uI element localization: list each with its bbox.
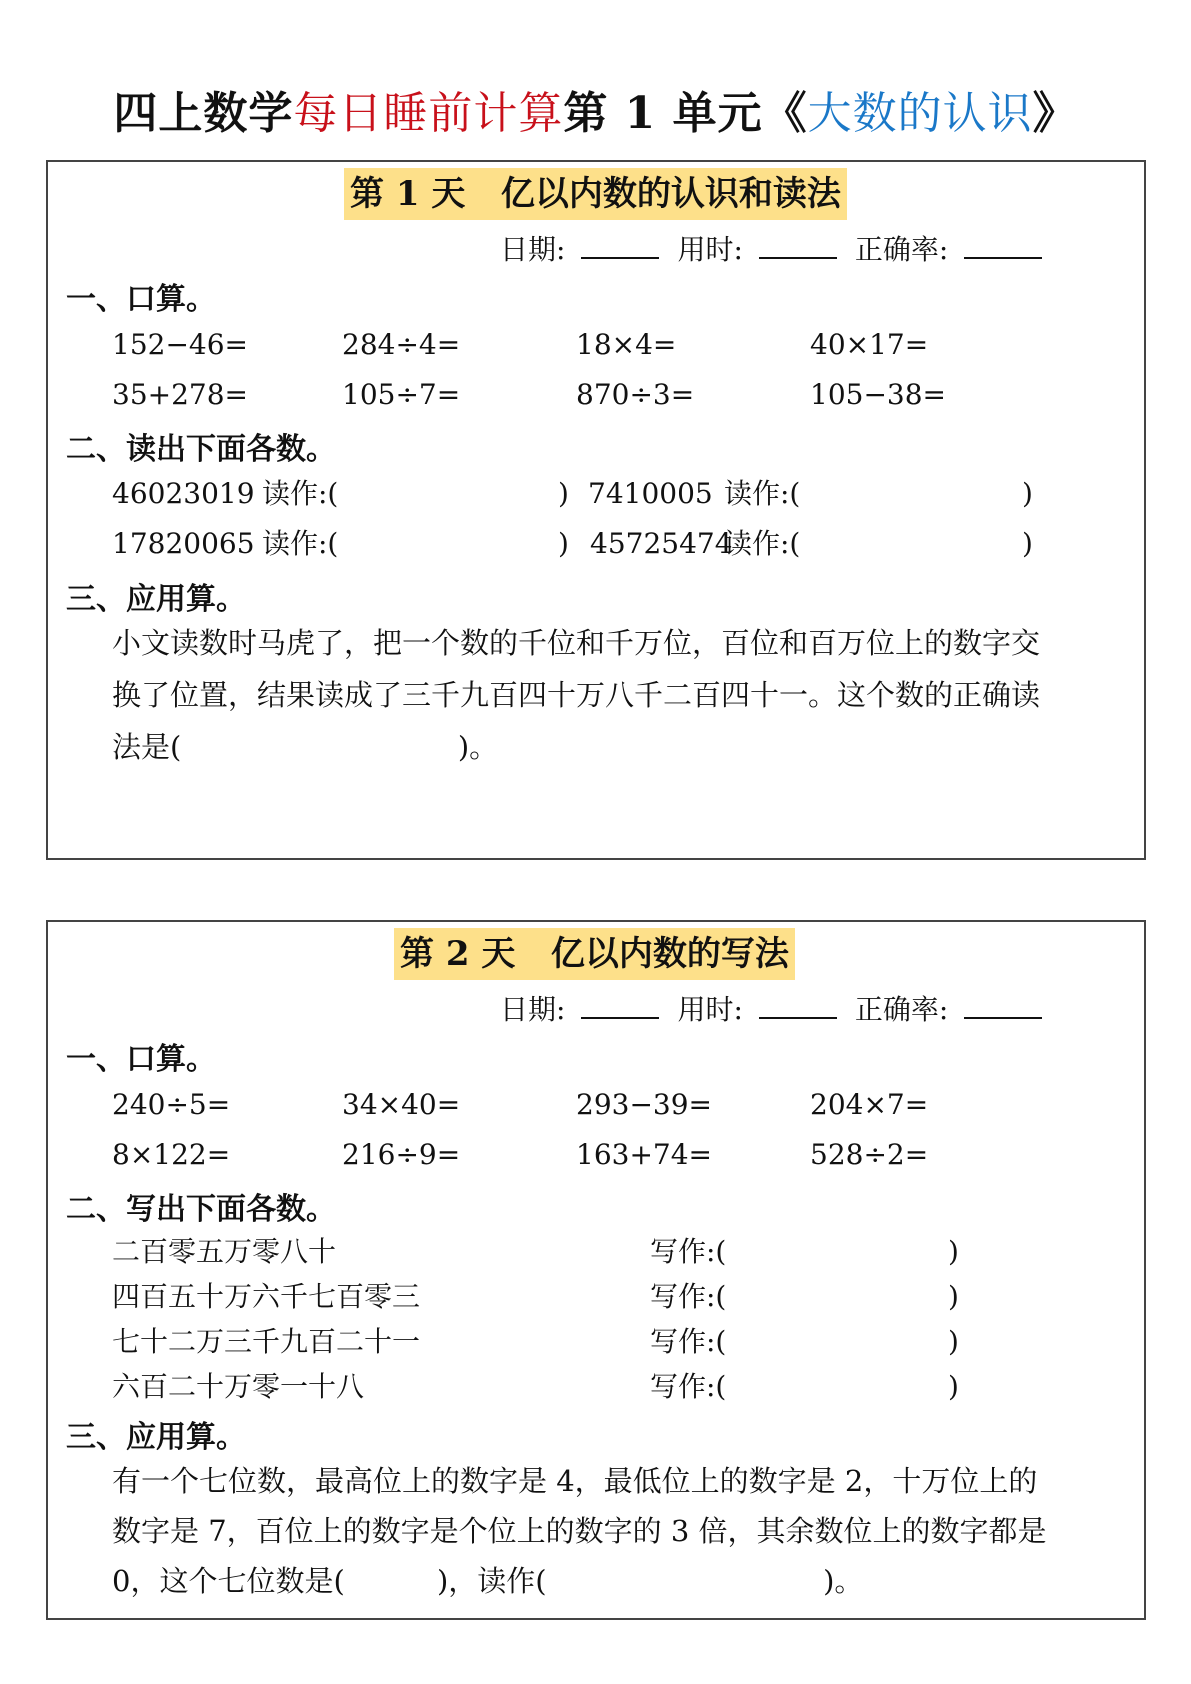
title-daily: 每日睡前计算	[293, 88, 564, 139]
calc-item: 8×122=	[112, 1138, 231, 1171]
calc-row	[112, 1135, 1132, 1175]
day2-section-write-numbers: 二、写出下面各数。	[66, 1192, 336, 1227]
number-words: 六百二十万零一十八	[112, 1370, 365, 1403]
day1-title: 第 1 天 亿以内数的认识和读法	[344, 168, 847, 220]
calc-item: 284÷4=	[342, 328, 461, 361]
calc-item: 528÷2=	[810, 1138, 929, 1171]
day2-section-mental-math: 一、口算。	[66, 1042, 216, 1077]
calc-item: 35+278=	[112, 378, 248, 411]
calc-item: 163+74=	[576, 1138, 712, 1171]
accuracy-label: 正确率:	[854, 993, 949, 1026]
day1-card	[46, 160, 1146, 860]
time-label: 用时:	[677, 993, 743, 1026]
write-row	[112, 1322, 1132, 1362]
answer-close: )	[948, 1325, 959, 1358]
number-words: 七十二万三千九百二十一	[112, 1325, 421, 1358]
answer-close: )	[1022, 527, 1033, 560]
date-label: 日期:	[500, 993, 566, 1026]
calc-item: 152−46=	[112, 328, 248, 361]
day1-section-word-problem: 三、应用算。	[66, 582, 246, 617]
time-blank[interactable]	[759, 993, 837, 1019]
calc-item: 105−38=	[810, 378, 946, 411]
calc-row	[112, 375, 1132, 415]
problem-line: 法是( )。	[112, 730, 499, 764]
answer-close: )	[558, 477, 569, 510]
calc-item: 204×7=	[810, 1088, 929, 1121]
day2-section-word-problem: 三、应用算。	[66, 1420, 246, 1455]
problem-line: 小文读数时马虎了，把一个数的千位和千万位，百位和百万位上的数字交	[112, 626, 1041, 660]
calc-item: 240÷5=	[112, 1088, 231, 1121]
problem-line: 数字是 7，百位上的数字是个位上的数字的 3 倍，其余数位上的数字都是	[112, 1514, 1047, 1548]
number-words: 四百五十万六千七百零三	[112, 1280, 421, 1313]
write-label: 写作:(	[650, 1235, 727, 1268]
date-blank[interactable]	[581, 233, 659, 259]
day1-section-mental-math: 一、口算。	[66, 282, 216, 317]
date-label: 日期:	[500, 233, 566, 266]
read-label: 读作:(	[724, 527, 801, 560]
number: 7410005	[588, 477, 713, 510]
accuracy-blank[interactable]	[964, 993, 1042, 1019]
date-blank[interactable]	[581, 993, 659, 1019]
accuracy-label: 正确率:	[854, 233, 949, 266]
calc-item: 18×4=	[576, 328, 677, 361]
number-words: 二百零五万零八十	[112, 1235, 337, 1268]
read-row	[112, 524, 1132, 564]
time-label: 用时:	[677, 233, 743, 266]
day2-meta	[500, 988, 1042, 1028]
write-row	[112, 1232, 1132, 1272]
write-row	[112, 1277, 1132, 1317]
title-grade: 四上数学	[113, 88, 294, 139]
time-blank[interactable]	[759, 233, 837, 259]
calc-item: 105÷7=	[342, 378, 461, 411]
number: 46023019	[112, 477, 255, 510]
number: 17820065	[112, 527, 255, 560]
day2-word-problem	[112, 1456, 1132, 1606]
write-label: 写作:(	[650, 1370, 727, 1403]
day2-title: 第 2 天 亿以内数的写法	[394, 928, 795, 980]
calc-item: 216÷9=	[342, 1138, 461, 1171]
read-label: 读作:(	[262, 477, 339, 510]
calc-row	[112, 1085, 1132, 1125]
accuracy-blank[interactable]	[964, 233, 1042, 259]
day1-meta	[500, 228, 1042, 268]
answer-close: )	[948, 1280, 959, 1313]
calc-item: 870÷3=	[576, 378, 695, 411]
read-label: 读作:(	[724, 477, 801, 510]
problem-line: 换了位置，结果读成了三千九百四十万八千二百四十一。这个数的正确读	[112, 678, 1041, 712]
calc-item: 293−39=	[576, 1088, 712, 1121]
number: 45725474	[590, 527, 733, 560]
read-label: 读作:(	[262, 527, 339, 560]
write-label: 写作:(	[650, 1280, 727, 1313]
read-row	[112, 474, 1132, 514]
title-topic: 大数的认识	[807, 88, 1033, 139]
problem-line: 有一个七位数，最高位上的数字是 4，最低位上的数字是 2，十万位上的	[112, 1464, 1038, 1498]
answer-close: )	[558, 527, 569, 560]
worksheet-title	[0, 86, 1191, 142]
calc-row	[112, 325, 1132, 365]
day1-word-problem	[112, 617, 1132, 773]
title-close: 》	[1032, 88, 1078, 139]
calc-item: 34×40=	[342, 1088, 461, 1121]
day2-card	[46, 920, 1146, 1620]
calc-item: 40×17=	[810, 328, 929, 361]
title-unit: 第 1 单元《	[563, 88, 808, 139]
answer-close: )	[948, 1370, 959, 1403]
write-row	[112, 1367, 1132, 1407]
answer-close: )	[948, 1235, 959, 1268]
write-label: 写作:(	[650, 1325, 727, 1358]
day1-section-read-numbers: 二、读出下面各数。	[66, 432, 336, 467]
answer-close: )	[1022, 477, 1033, 510]
problem-line: 0，这个七位数是( )，读作( )。	[112, 1564, 864, 1598]
